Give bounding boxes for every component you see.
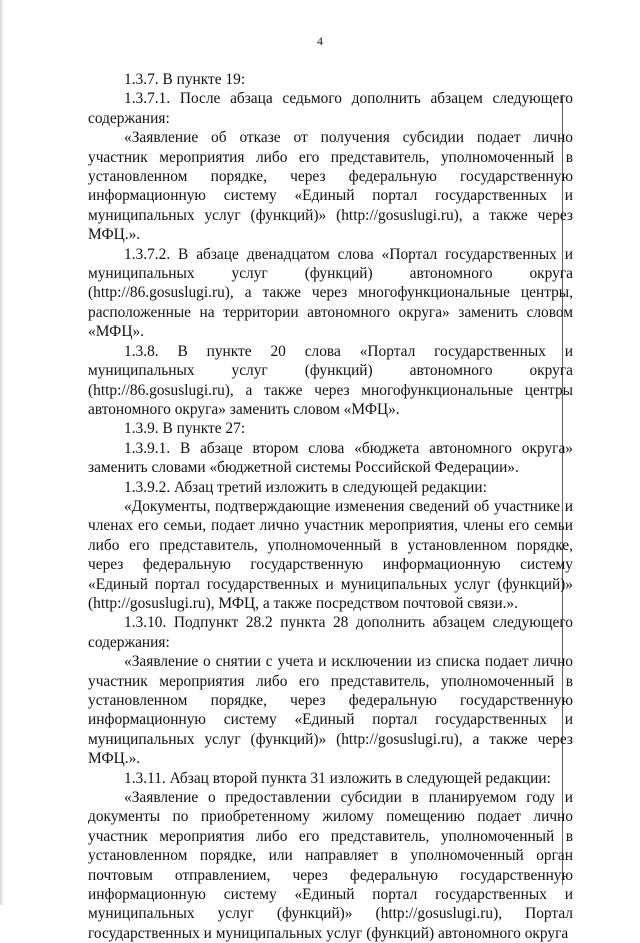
paragraph-quote-subsidy: «Заявление о предоставлении субсидии в планируемом году и документы по приобретенному жилому помещению подает лично участник мероприятия либо его представитель, уполномоченный в установленном порядке, или направляет в уполномоченный орган почтовым отправлением, через федеральную государственную информационную систему «Единый портал государственных и муниципальных услуг (функций)» (http://gosuslugi.ru), Портал государственных и муниципальных услуг (функций) автономного округа	[88, 789, 573, 942]
paragraph-1-3-7: 1.3.7. В пункте 19:	[124, 71, 246, 88]
document-body	[88, 70, 573, 943]
paragraph-1-3-10: 1.3.10. Подпункт 28.2 пункта 28 дополнить абзацем следующего содержания:	[88, 614, 573, 651]
paragraph-quote-refusal: «Заявление об отказе от получения субсидии подает лично участник мероприятия либо его представитель, уполномоченный в установленном порядке, через федеральную государственную информационную систему «Единый портал государственных и муниципальных услуг (функций)» (http://gosuslugi.ru), а также через МФЦ.».	[88, 129, 573, 244]
paragraph-quote-documents: «Документы, подтверждающие изменения сведений об участнике и членах его семьи, подает лично участник мероприятия, члены его семьи либо его представитель, уполномоченный в установленном порядке, через федеральную государственную информационную систему «Единый портал государственных и муниципальных услуг (функций)» (http://gosuslugi.ru), МФЦ, а также посредством почтовой связи.».	[88, 497, 573, 612]
paragraph-quote-removal: «Заявление о снятии с учета и исключении из списка подает лично участник мероприятия либо его представитель, уполномоченный в установленном порядке, через федеральную государственную информационную систему «Единый портал государственных и муниципальных услуг (функций)» (http://gosuslugi.ru), а также через МФЦ.».	[88, 653, 573, 768]
paragraph-1-3-9: 1.3.9. В пункте 27:	[124, 420, 246, 438]
paragraph-1-3-9-1: 1.3.9.1. В абзаце втором слова «бюджета автономного округа» заменить словами «бюджетной системы Российской Федерации».	[88, 439, 573, 477]
paragraph-1-3-7-1: 1.3.7.1. После абзаца седьмого дополнить абзацем следующего содержания:	[88, 90, 573, 127]
scan-edge	[0, 0, 4, 905]
paragraph-1-3-11: 1.3.11. Абзац второй пункта 31 изложить в следующей редакции:	[124, 769, 551, 787]
paragraph-1-3-8: 1.3.8. В пункте 20 слова «Портал государственных и муниципальных услуг (функций) автономного округа (http://86.gosuslugi.ru), а также через многофункциональные центры автономного округа» заменить словом «МФЦ».	[88, 342, 573, 418]
paragraph-1-3-7-2: 1.3.7.2. В абзаце двенадцатом слова «Портал государственных и муниципальных услуг (функций) автономного округа (http://86.gosuslugi.ru), а также через многофункциональные центры, расположенные на территории автономного округа» заменить словом «МФЦ».	[88, 245, 573, 341]
page-number: 4	[317, 34, 323, 48]
paragraph-1-3-9-2: 1.3.9.2. Абзац третий изложить в следующей редакции:	[124, 478, 487, 496]
